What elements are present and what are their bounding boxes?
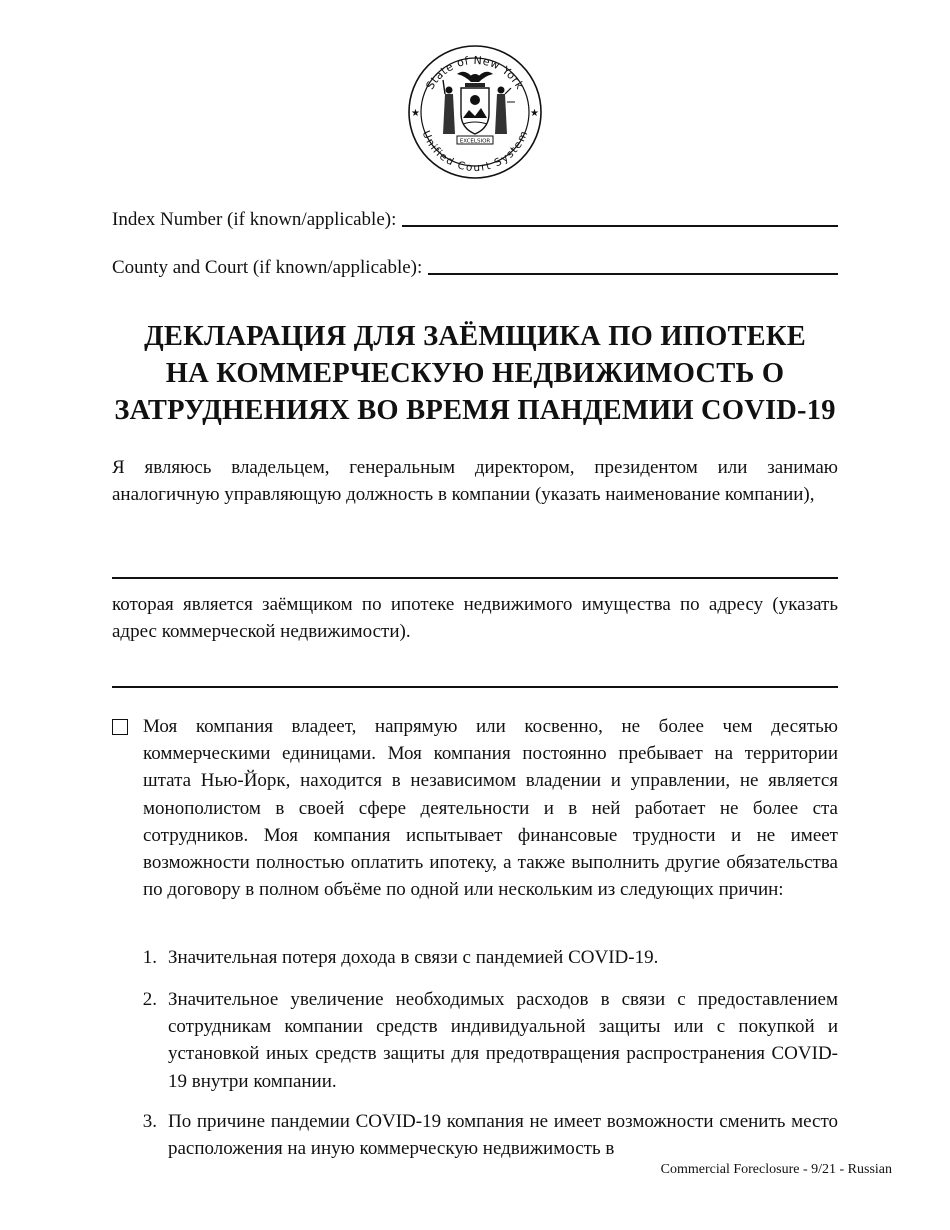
list-item-text: Значительная потеря дохода в связи с пандемией COVID-19.	[168, 947, 659, 968]
property-address-input[interactable]	[112, 656, 838, 688]
hardship-statement: Моя компания владеет, напрямую или косвенно, не более чем десятью коммерческими единицами. Моя компания постоянно пребывает на территории штата Нью-Йорк, находится в независимом владении и управлении, не является монополистом в своей сфере деятельности и в ней работает не более ста сотрудников. Моя компания испытывает финансовые трудности и не имеет возможности полностью оплатить ипотеку, а также выполнить другие обязательства по договору в полном объёме по одной или нескольким из следующих причин:	[143, 716, 838, 901]
list-item	[135, 986, 838, 1095]
index-number-label: Index Number (if known/applicable):	[112, 209, 397, 230]
liberty-figure-icon	[443, 80, 455, 134]
title-line: НА КОММЕРЧЕСКУЮ НЕДВИЖИМОСТЬ О	[165, 358, 785, 389]
seal-motto: EXCELSIOR	[459, 138, 491, 145]
shield-icon	[461, 88, 489, 134]
list-item-text: По причине пандемии COVID-19 компания не имеет возможности сменить место расположения на иную коммерческую недвижимость в	[168, 1111, 838, 1160]
list-item-text: Значительное увеличение необходимых расходов в связи с предоставлением сотрудникам компании средств индивидуальной защиты или с покупкой и установкой иных средств защиты для предотвращения распространения COVID-19 внутри компании.	[168, 989, 838, 1092]
title-line: ДЕКЛАРАЦИЯ ДЛЯ ЗАЁМЩИКА ПО ИПОТЕКЕ	[144, 321, 806, 352]
list-item-number: 1.	[142, 947, 157, 968]
index-number-row	[112, 201, 838, 231]
county-court-input[interactable]	[428, 245, 838, 275]
seal-top-text: State of New York	[423, 53, 527, 92]
seal-bottom-text: Unified Court System	[419, 129, 531, 175]
eagle-icon	[457, 72, 493, 87]
seal-graphic	[405, 42, 545, 182]
document-title	[100, 318, 850, 429]
list-item-number: 2.	[142, 989, 157, 1010]
title-line: ЗАТРУДНЕНИЯХ ВО ВРЕМЯ ПАНДЕМИИ COVID-19	[114, 395, 836, 426]
star-icon: ★	[530, 108, 539, 119]
company-name-input[interactable]	[112, 547, 838, 579]
index-number-input[interactable]	[402, 197, 838, 227]
intro-paragraph: Я являюсь владельцем, генеральным директором, президентом или занимаю аналогичную управляющую должность в компании (указать наименование компании),	[112, 457, 838, 506]
borrower-paragraph: которая является заёмщиком по ипотеке недвижимого имущества по адресу (указать адрес коммерческой недвижимости).	[112, 594, 838, 643]
county-court-label: County and Court (if known/applicable):	[112, 257, 423, 278]
county-court-row	[112, 249, 838, 279]
list-item-number: 3.	[142, 1111, 157, 1132]
list-item	[135, 944, 838, 971]
justice-figure-icon	[495, 87, 515, 135]
page-footer: Commercial Foreclosure - 9/21 - Russian	[660, 1162, 892, 1177]
ny-court-seal	[405, 42, 545, 182]
hardship-checkbox[interactable]	[112, 719, 128, 735]
star-icon: ★	[411, 108, 420, 119]
list-item	[135, 1108, 838, 1162]
